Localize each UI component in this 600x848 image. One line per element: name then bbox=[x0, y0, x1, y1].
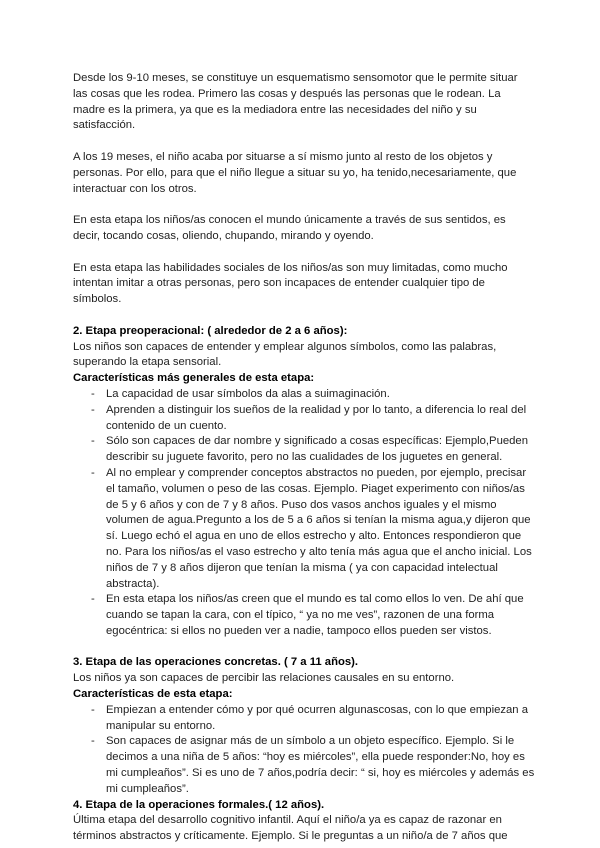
document-page bbox=[73, 71, 535, 845]
list-item: - Sólo son capaces de dar nombre y significado a cosas específicas: Ejemplo,Pueden describir su juguete favorito, pero no las cualidades de los juguetes en general. bbox=[73, 434, 535, 466]
section-3-text: Los niños ya son capaces de percibir las relaciones causales en su entorno. bbox=[73, 672, 455, 685]
section-4-heading: 4. Etapa de la operaciones formales.( 12 años). bbox=[73, 798, 325, 811]
intro-paragraph-4: En esta etapa las habilidades sociales de los niños/as son muy limitadas, como mucho intentan imitar a otras personas, pero son incapaces de entender cualquier tipo de símbolos. bbox=[73, 261, 508, 306]
intro-paragraph-2: A los 19 meses, el niño acaba por situarse a sí mismo junto al resto de los objetos y personas. Por ello, para que el niño llegue a situar su yo, ha tenido,necesariamente, que interactuar con los otros. bbox=[73, 150, 517, 195]
list-item: - En esta etapa los niños/as creen que el mundo es tal como ellos lo ven. De ahí que cuando se tapan la cara, con el típico, “ ya no me ves”, razonen de una forma egocéntrica: si ellos no pueden ver a nadie, tampoco ellos pueden ser vistos. bbox=[73, 592, 535, 639]
spacer bbox=[73, 640, 535, 656]
list-item: - Empiezan a entender cómo y por qué ocurren algunascosas, con lo que empiezan a manipular su entorno. bbox=[73, 703, 535, 735]
section-3-list bbox=[73, 703, 535, 798]
intro-paragraph-1: Desde los 9-10 meses, se constituye un esquematismo sensomotor que le permite situar las cosas que les rodea. Primero las cosas y después las personas que le rodean. La madre es la primera, ya que es la mediadora entre las necesidades del niño y su satisfacción. bbox=[73, 72, 518, 132]
section-3-subheading: Características de esta etapa: bbox=[73, 688, 233, 701]
intro-paragraph-3: En esta etapa los niños/as conocen el mundo únicamente a través de sus sentidos, es decir, tocando cosas, oliendo, chupando, mirando y oyendo. bbox=[73, 214, 506, 242]
list-item: - Son capaces de asignar más de un símbolo a un objeto específico. Ejemplo. Si le decimos a una niña de 5 años: “hoy es miércoles”, ella puede responder:No, hoy es mi cumpleaños”. Si es uno de 7 años,podría decir: “ si, hoy es miércoles y además es mi cumpleaños”. bbox=[73, 734, 535, 797]
list-item: - Aprenden a distinguir los sueños de la realidad y por lo tanto, a diferencia lo real del contenido de un cuento. bbox=[73, 403, 535, 435]
list-item: - Al no emplear y comprender conceptos abstractos no pueden, por ejemplo, precisar el tamaño, volumen o peso de las cosas. Ejemplo. Piaget experimento con niños/as de 5 y 6 años y con de 7 y 8 años. Puso dos vasos anchos iguales y el mismo volumen de agua.Pregunto a los de 5 a 6 años si tenían la misma agua,y dijeron que sí. Luego echó el agua en uno de ellos estrecho y alto. Entonces respondieron que no. Para los niños/as el vaso estrecho y alto tenía más agua que el ancho inicial. Los niños de 7 y 8 años dijeron que tenían la misma ( ya con capacidad intelectual abstracta). bbox=[73, 466, 535, 592]
section-2-subheading: Características más generales de esta etapa: bbox=[73, 372, 315, 385]
section-4-text: Última etapa del desarrollo cognitivo infantil. Aquí el niño/a ya es capaz de razonar en términos abstractos y críticamente. Ejemplo. Si le preguntas a un niño/a de 7 años que bbox=[73, 814, 508, 843]
section-2-list bbox=[73, 387, 535, 640]
list-item: - La capacidad de usar símbolos da alas a suimaginación. bbox=[73, 387, 535, 403]
section-2-text: Los niños son capaces de entender y emplear algunos símbolos, como las palabras, superando la etapa sensorial. bbox=[73, 340, 497, 369]
section-3-heading: 3. Etapa de las operaciones concretas. ( 7 a 11 años). bbox=[73, 656, 359, 669]
section-2-heading: 2. Etapa preoperacional: ( alrededor de 2 a 6 años): bbox=[73, 324, 348, 337]
